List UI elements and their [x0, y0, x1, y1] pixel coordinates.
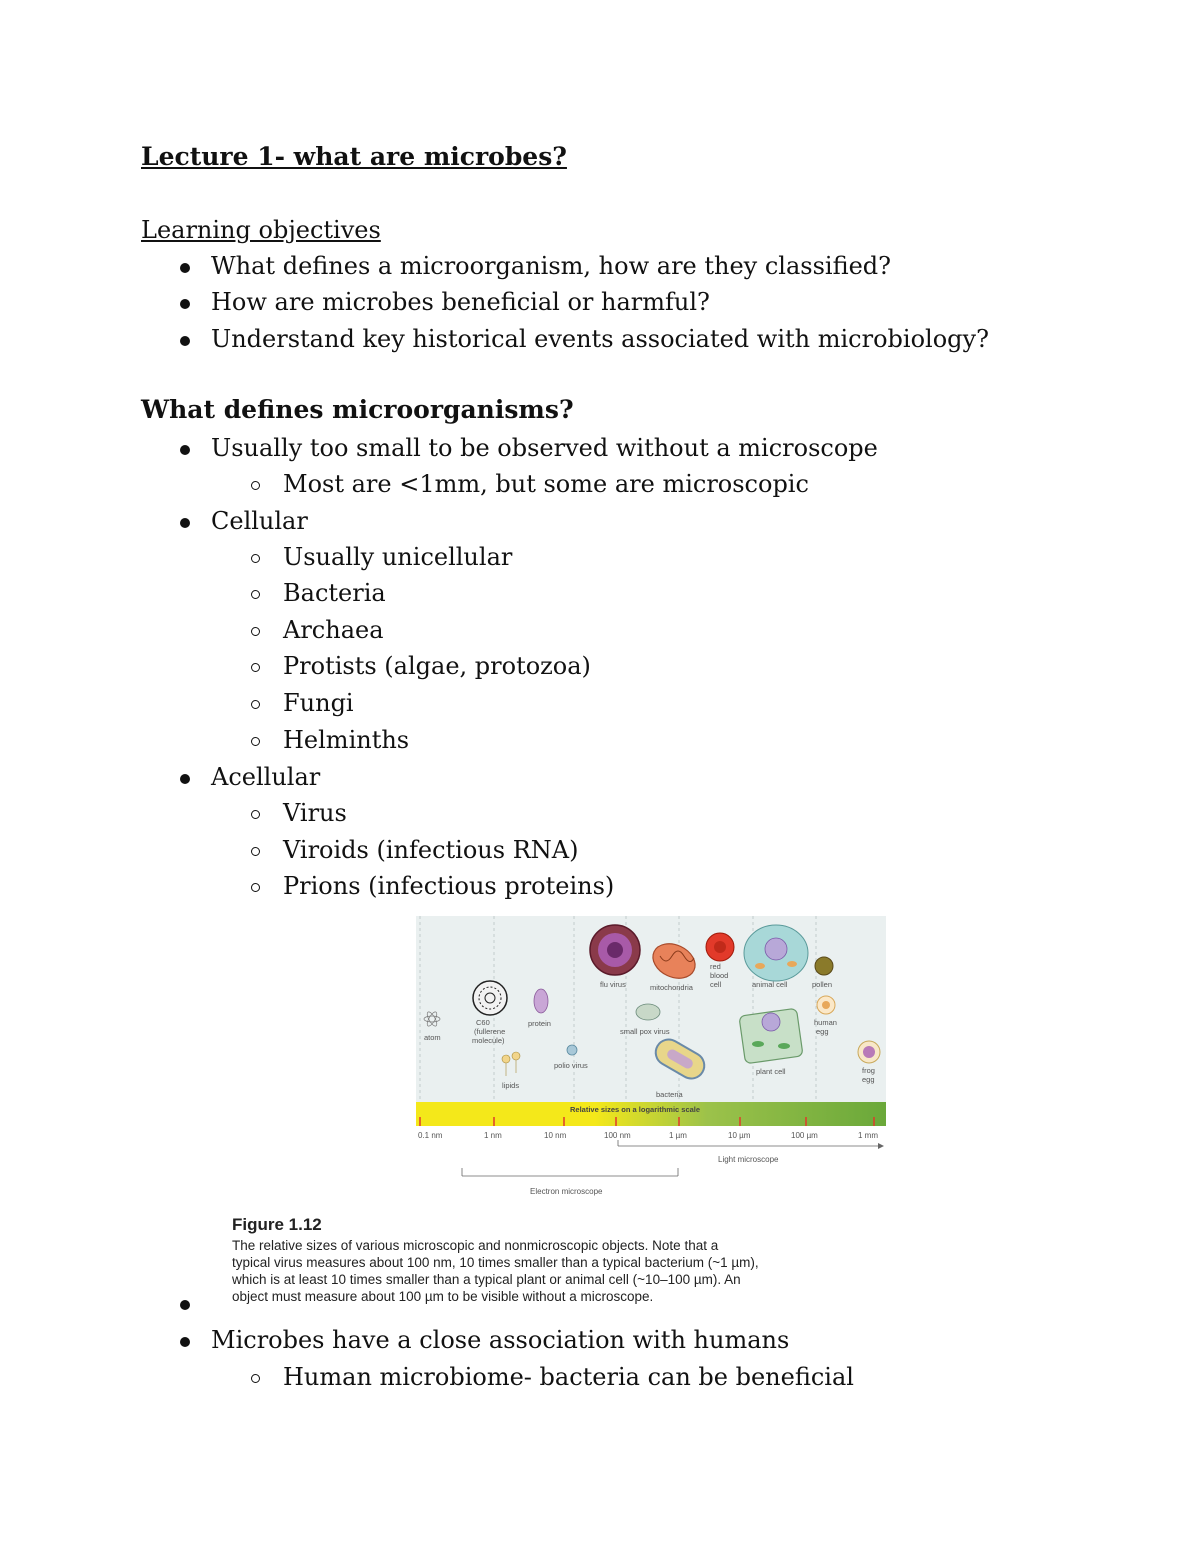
- list-item: Microbes have a close association with humans: [211, 1326, 790, 1354]
- list-item: Most are <1mm, but some are microscopic: [283, 470, 809, 498]
- list-item: Bacteria: [283, 579, 386, 607]
- polio-label: polio virus: [554, 1061, 588, 1070]
- bullet-icon: [180, 336, 190, 346]
- list-item: Fungi: [283, 689, 354, 717]
- mitochondria-label: mitochondria: [650, 983, 693, 992]
- animal-cell-icon: [744, 925, 808, 981]
- plant-cell-icon: [739, 1008, 803, 1064]
- figure-caption-line: The relative sizes of various microscopic and nonmicroscopic objects. Note that a: [232, 1238, 719, 1253]
- polio-virus-icon: [567, 1045, 577, 1055]
- frog-egg-label: frog: [862, 1066, 875, 1075]
- lipids-label: lipids: [502, 1081, 520, 1090]
- light-microscope-label: Light microscope: [718, 1155, 779, 1164]
- protein-label: protein: [528, 1019, 551, 1028]
- tick-label: 10 nm: [544, 1131, 567, 1140]
- sub-bullet-icon: [251, 737, 260, 746]
- figure-caption-line: which is at least 10 times smaller than a typical plant or animal cell (~10–100 µm). An: [232, 1272, 741, 1287]
- sub-bullet-icon: [251, 700, 260, 709]
- tick-label: 0.1 nm: [418, 1131, 443, 1140]
- c60-label: molecule): [472, 1036, 505, 1045]
- sub-bullet-icon: [251, 847, 260, 856]
- bullet-icon: [180, 299, 190, 309]
- sub-bullet-icon: [251, 1374, 260, 1383]
- atom-label: atom: [424, 1033, 441, 1042]
- human-egg-label: human: [814, 1018, 837, 1027]
- flu-virus-icon: [590, 925, 640, 975]
- electron-microscope-label: Electron microscope: [530, 1187, 603, 1196]
- list-item: Usually unicellular: [283, 543, 513, 571]
- pollen-label: pollen: [812, 980, 833, 989]
- red-blood-cell-icon: [706, 933, 734, 961]
- sub-bullet-icon: [251, 883, 260, 892]
- bullet-icon: [180, 1300, 190, 1310]
- smallpox-virus-icon: [636, 1004, 660, 1020]
- figure-caption-line: object must measure about 100 µm to be visible without a microscope.: [232, 1289, 654, 1304]
- rbc-label: blood: [710, 971, 729, 980]
- bullet-icon: [180, 518, 190, 528]
- smallpox-label: small pox virus: [620, 1027, 670, 1036]
- scale-title: Relative sizes on a logarithmic scale: [570, 1105, 701, 1114]
- list-item: Helminths: [283, 726, 410, 754]
- list-item: Protists (algae, protozoa): [283, 652, 591, 680]
- size-scale-figure: [416, 916, 886, 1200]
- page-title: Lecture 1- what are microbes?: [141, 142, 567, 171]
- list-item: Cellular: [211, 507, 308, 535]
- tick-label: 1 nm: [484, 1131, 502, 1140]
- c60-label: (fullerene: [474, 1027, 506, 1036]
- sub-bullet-icon: [251, 481, 260, 490]
- sub-bullet-icon: [251, 663, 260, 672]
- tick-label: 1 mm: [858, 1131, 878, 1140]
- animal-cell-label: animal cell: [752, 980, 788, 989]
- tick-label: 1 µm: [669, 1131, 687, 1140]
- tick-label: 100 µm: [791, 1131, 818, 1140]
- list-item: Virus: [283, 799, 347, 827]
- electron-microscope-range: [462, 1168, 678, 1176]
- list-item: Archaea: [283, 616, 384, 644]
- c60-label: C60: [476, 1018, 490, 1027]
- human-egg-icon: [817, 996, 835, 1014]
- rbc-label: cell: [710, 980, 722, 989]
- learning-objectives-heading: Learning objectives: [141, 216, 381, 244]
- pollen-icon: [815, 957, 833, 975]
- sub-bullet-icon: [251, 554, 260, 563]
- list-item: Usually too small to be observed without a microscope: [211, 434, 878, 462]
- frog-egg-icon: [858, 1041, 880, 1063]
- sub-bullet-icon: [251, 627, 260, 636]
- light-microscope-range: [618, 1140, 884, 1149]
- figure-caption-title: Figure 1.12: [232, 1215, 322, 1234]
- flu-label: flu virus: [600, 980, 626, 989]
- human-egg-label: egg: [816, 1027, 829, 1036]
- plant-cell-label: plant cell: [756, 1067, 786, 1076]
- sub-bullet-icon: [251, 590, 260, 599]
- fullerene-icon: [473, 981, 507, 1015]
- list-item: Prions (infectious proteins): [283, 872, 615, 900]
- list-item: Viroids (infectious RNA): [283, 836, 579, 864]
- bullet-icon: [180, 774, 190, 784]
- bullet-icon: [180, 1337, 190, 1347]
- bullet-icon: [180, 263, 190, 273]
- section-heading: What defines microorganisms?: [141, 395, 574, 424]
- objective-item: Understand key historical events associated with microbiology?: [211, 325, 989, 353]
- rbc-label: red: [710, 962, 721, 971]
- list-item: Human microbiome- bacteria can be beneficial: [283, 1363, 854, 1391]
- sub-bullet-icon: [251, 810, 260, 819]
- bacteria-label: bacteria: [656, 1090, 683, 1099]
- figure-caption-line: typical virus measures about 100 nm, 10 times smaller than a typical bacterium (~1 µm),: [232, 1255, 759, 1270]
- bullet-icon: [180, 445, 190, 455]
- objective-item: How are microbes beneficial or harmful?: [211, 288, 710, 316]
- protein-icon: [534, 989, 548, 1013]
- frog-egg-label: egg: [862, 1075, 875, 1084]
- list-item: Acellular: [211, 763, 321, 791]
- tick-label: 10 µm: [728, 1131, 751, 1140]
- tick-label: 100 nm: [604, 1131, 631, 1140]
- objective-item: What defines a microorganism, how are they classified?: [211, 252, 892, 280]
